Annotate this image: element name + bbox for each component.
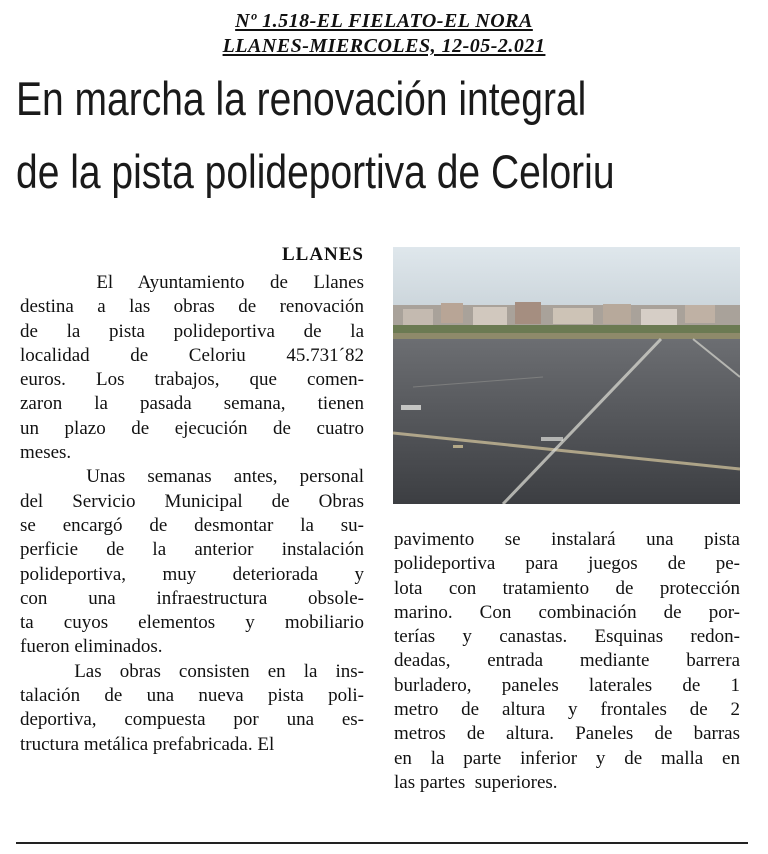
text-line: de la pista polideportiva de la <box>20 320 364 342</box>
text-line: euros. Los trabajos, que comen- <box>20 369 364 391</box>
text-line: tructura metálica prefabricada. El <box>20 733 275 755</box>
text-line: zaron la pasada semana, tienen <box>20 393 364 415</box>
masthead-date-line: LLANES-MIERCOLES, 12-05-2.021 <box>222 35 546 57</box>
byline-location: LLANES <box>281 244 364 265</box>
text-line: pavimento se instalará una pista <box>394 529 740 550</box>
text-line: metros de altura. Paneles de barras <box>394 723 740 745</box>
headline-line-1: En marcha la renovación integral <box>16 72 587 125</box>
text-line: del Servicio Municipal de Obras <box>20 490 364 512</box>
text-line: marino. Con combinación de por- <box>394 601 740 623</box>
article-column-2 <box>394 528 740 795</box>
text-line: ta cuyos elementos y mobiliario <box>20 612 364 634</box>
text-line: Las obras consisten en la ins- <box>20 660 364 682</box>
text-line: El Ayuntamiento de Llanes <box>20 272 364 293</box>
text-line: deadas, entrada mediante barrera <box>394 650 740 672</box>
text-line: perficie de la anterior instalación <box>20 539 364 561</box>
text-line: con una infraestructura obsole- <box>20 587 364 609</box>
text-line: localidad de Celoriu 45.731´82 <box>20 344 364 366</box>
article-column-1 <box>20 271 364 757</box>
text-line: en la parte inferior y de malla en <box>394 747 740 769</box>
text-line: metro de altura y frontales de 2 <box>394 699 740 721</box>
text-line: se encargó de desmontar la su- <box>20 514 364 536</box>
text-line: fueron eliminados. <box>20 636 163 658</box>
text-line: polideportiva, muy deteriorada y <box>20 563 364 585</box>
masthead-issue-line: Nº 1.518-EL FIELATO-EL NORA <box>235 10 533 32</box>
headline-line-2: de la pista polideportiva de Celoriu <box>16 145 615 198</box>
text-line: lota con tratamiento de protección <box>394 577 740 599</box>
text-line: burladero, paneles laterales de 1 <box>394 674 740 696</box>
bottom-rule <box>16 842 748 844</box>
text-line: destina a las obras de renovación <box>20 296 364 318</box>
text-line: terías y canastas. Esquinas redon- <box>394 626 740 648</box>
text-line: meses. <box>20 442 72 464</box>
text-line: talación de una nueva pista poli- <box>20 685 364 707</box>
text-line: un plazo de ejecución de cuatro <box>20 417 364 439</box>
photo-sports-court <box>393 247 740 504</box>
text-line: las partes superiores. <box>394 771 558 793</box>
text-line: deportiva, compuesta por una es- <box>20 709 364 731</box>
text-line: polideportiva para juegos de pe- <box>394 553 740 575</box>
text-line: Unas semanas antes, personal <box>20 466 364 488</box>
photo-sports-court-icon <box>393 247 740 504</box>
